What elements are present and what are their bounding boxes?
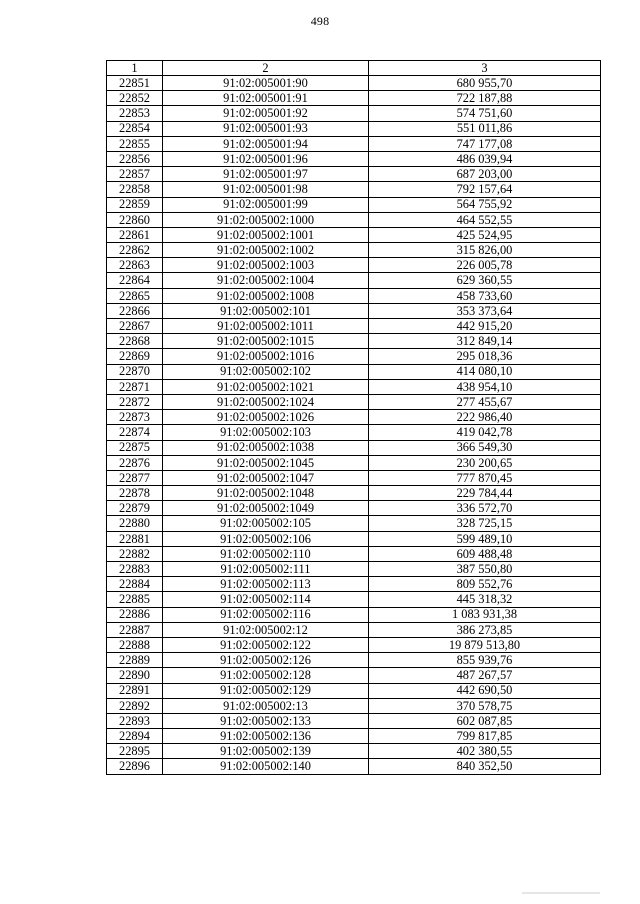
row-number-cell: 22894 bbox=[107, 729, 163, 744]
cadastral-value-cell: 799 817,85 bbox=[369, 729, 601, 744]
row-number-cell: 22874 bbox=[107, 425, 163, 440]
cadastral-value-cell: 1 083 931,38 bbox=[369, 607, 601, 622]
cadastral-number-cell: 91:02:005002:139 bbox=[163, 744, 369, 759]
cadastral-value-cell: 747 177,08 bbox=[369, 136, 601, 151]
cadastral-number-cell: 91:02:005002:129 bbox=[163, 683, 369, 698]
table-row bbox=[107, 713, 601, 728]
cadastral-number-cell: 91:02:005002:12 bbox=[163, 622, 369, 637]
cadastral-value-cell: 419 042,78 bbox=[369, 425, 601, 440]
cadastral-number-cell: 91:02:005002:106 bbox=[163, 531, 369, 546]
row-number-cell: 22879 bbox=[107, 501, 163, 516]
row-number-cell: 22880 bbox=[107, 516, 163, 531]
cadastral-value-cell: 387 550,80 bbox=[369, 562, 601, 577]
row-number-cell: 22875 bbox=[107, 440, 163, 455]
table-row bbox=[107, 106, 601, 121]
cadastral-number-cell: 91:02:005002:136 bbox=[163, 729, 369, 744]
row-number-cell: 22851 bbox=[107, 76, 163, 91]
row-number-cell: 22889 bbox=[107, 653, 163, 668]
table-row bbox=[107, 227, 601, 242]
cadastral-number-cell: 91:02:005002:1011 bbox=[163, 319, 369, 334]
table-row bbox=[107, 410, 601, 425]
cadastral-value-cell: 226 005,78 bbox=[369, 258, 601, 273]
cadastral-number-cell: 91:02:005002:1024 bbox=[163, 394, 369, 409]
cadastral-value-cell: 602 087,85 bbox=[369, 713, 601, 728]
row-number-cell: 22863 bbox=[107, 258, 163, 273]
table-row bbox=[107, 273, 601, 288]
row-number-cell: 22888 bbox=[107, 637, 163, 652]
cadastral-number-cell: 91:02:005002:1016 bbox=[163, 349, 369, 364]
row-number-cell: 22887 bbox=[107, 622, 163, 637]
table-row bbox=[107, 319, 601, 334]
cadastral-value-cell: 229 784,44 bbox=[369, 486, 601, 501]
cadastral-number-cell: 91:02:005002:1049 bbox=[163, 501, 369, 516]
row-number-cell: 22882 bbox=[107, 546, 163, 561]
table-row bbox=[107, 577, 601, 592]
cadastral-value-cell: 414 080,10 bbox=[369, 364, 601, 379]
column-header-3: 3 bbox=[369, 61, 601, 76]
row-number-cell: 22890 bbox=[107, 668, 163, 683]
cadastral-value-cell: 438 954,10 bbox=[369, 379, 601, 394]
cadastral-value-cell: 680 955,70 bbox=[369, 76, 601, 91]
cadastral-number-cell: 91:02:005002:113 bbox=[163, 577, 369, 592]
table-row bbox=[107, 668, 601, 683]
row-number-cell: 22856 bbox=[107, 151, 163, 166]
table-row bbox=[107, 637, 601, 652]
table-row bbox=[107, 455, 601, 470]
row-number-cell: 22885 bbox=[107, 592, 163, 607]
table-row bbox=[107, 440, 601, 455]
cadastral-value-cell: 458 733,60 bbox=[369, 288, 601, 303]
table-row bbox=[107, 516, 601, 531]
cadastral-number-cell: 91:02:005002:101 bbox=[163, 303, 369, 318]
cadastral-number-cell: 91:02:005002:1047 bbox=[163, 470, 369, 485]
table-body bbox=[107, 76, 601, 775]
cadastral-value-cell: 487 267,57 bbox=[369, 668, 601, 683]
cadastral-number-cell: 91:02:005001:96 bbox=[163, 151, 369, 166]
table-row bbox=[107, 76, 601, 91]
cadastral-number-cell: 91:02:005001:99 bbox=[163, 197, 369, 212]
table-row bbox=[107, 136, 601, 151]
cadastral-value-cell: 599 489,10 bbox=[369, 531, 601, 546]
cadastral-value-cell: 222 986,40 bbox=[369, 410, 601, 425]
cadastral-value-cell: 328 725,15 bbox=[369, 516, 601, 531]
row-number-cell: 22865 bbox=[107, 288, 163, 303]
cadastral-number-cell: 91:02:005002:1021 bbox=[163, 379, 369, 394]
cadastral-number-cell: 91:02:005002:102 bbox=[163, 364, 369, 379]
table-row bbox=[107, 592, 601, 607]
row-number-cell: 22883 bbox=[107, 562, 163, 577]
table-row bbox=[107, 622, 601, 637]
cadastral-value-cell: 809 552,76 bbox=[369, 577, 601, 592]
row-number-cell: 22870 bbox=[107, 364, 163, 379]
cadastral-number-cell: 91:02:005001:91 bbox=[163, 91, 369, 106]
cadastral-number-cell: 91:02:005001:94 bbox=[163, 136, 369, 151]
cadastral-value-cell: 722 187,88 bbox=[369, 91, 601, 106]
cadastral-value-cell: 855 939,76 bbox=[369, 653, 601, 668]
row-number-cell: 22852 bbox=[107, 91, 163, 106]
cadastral-number-cell: 91:02:005001:90 bbox=[163, 76, 369, 91]
table-row bbox=[107, 349, 601, 364]
table-row bbox=[107, 607, 601, 622]
cadastral-number-cell: 91:02:005002:1048 bbox=[163, 486, 369, 501]
cadastral-number-cell: 91:02:005002:116 bbox=[163, 607, 369, 622]
cadastral-value-cell: 486 039,94 bbox=[369, 151, 601, 166]
cadastral-value-cell: 386 273,85 bbox=[369, 622, 601, 637]
row-number-cell: 22873 bbox=[107, 410, 163, 425]
table-row bbox=[107, 303, 601, 318]
cadastral-value-cell: 442 690,50 bbox=[369, 683, 601, 698]
row-number-cell: 22853 bbox=[107, 106, 163, 121]
row-number-cell: 22854 bbox=[107, 121, 163, 136]
cadastral-value-cell: 629 360,55 bbox=[369, 273, 601, 288]
cadastral-value-cell: 564 755,92 bbox=[369, 197, 601, 212]
cadastral-number-cell: 91:02:005002:1008 bbox=[163, 288, 369, 303]
row-number-cell: 22864 bbox=[107, 273, 163, 288]
cadastral-value-cell: 442 915,20 bbox=[369, 319, 601, 334]
row-number-cell: 22881 bbox=[107, 531, 163, 546]
cadastral-number-cell: 91:02:005002:111 bbox=[163, 562, 369, 577]
cadastral-value-table bbox=[106, 60, 601, 775]
table-header bbox=[107, 61, 601, 76]
column-header-2: 2 bbox=[163, 61, 369, 76]
row-number-cell: 22869 bbox=[107, 349, 163, 364]
row-number-cell: 22895 bbox=[107, 744, 163, 759]
table-row bbox=[107, 698, 601, 713]
table-row bbox=[107, 394, 601, 409]
table-row bbox=[107, 243, 601, 258]
cadastral-number-cell: 91:02:005002:114 bbox=[163, 592, 369, 607]
cadastral-number-cell: 91:02:005002:1002 bbox=[163, 243, 369, 258]
table-row bbox=[107, 759, 601, 774]
cadastral-value-cell: 551 011,86 bbox=[369, 121, 601, 136]
table-row bbox=[107, 197, 601, 212]
cadastral-number-cell: 91:02:005002:140 bbox=[163, 759, 369, 774]
row-number-cell: 22884 bbox=[107, 577, 163, 592]
table-row bbox=[107, 546, 601, 561]
cadastral-value-cell: 425 524,95 bbox=[369, 227, 601, 242]
cadastral-value-cell: 792 157,64 bbox=[369, 182, 601, 197]
cadastral-value-cell: 464 552,55 bbox=[369, 212, 601, 227]
cadastral-value-cell: 445 318,32 bbox=[369, 592, 601, 607]
cadastral-value-cell: 336 572,70 bbox=[369, 501, 601, 516]
table-row bbox=[107, 744, 601, 759]
row-number-cell: 22855 bbox=[107, 136, 163, 151]
cadastral-number-cell: 91:02:005002:103 bbox=[163, 425, 369, 440]
cadastral-number-cell: 91:02:005001:92 bbox=[163, 106, 369, 121]
row-number-cell: 22857 bbox=[107, 167, 163, 182]
table-row bbox=[107, 425, 601, 440]
cadastral-number-cell: 91:02:005002:1004 bbox=[163, 273, 369, 288]
cadastral-number-cell: 91:02:005002:128 bbox=[163, 668, 369, 683]
cadastral-value-cell: 315 826,00 bbox=[369, 243, 601, 258]
table-row bbox=[107, 121, 601, 136]
cadastral-value-cell: 370 578,75 bbox=[369, 698, 601, 713]
cadastral-value-cell: 277 455,67 bbox=[369, 394, 601, 409]
table-row bbox=[107, 379, 601, 394]
cadastral-number-cell: 91:02:005002:13 bbox=[163, 698, 369, 713]
row-number-cell: 22872 bbox=[107, 394, 163, 409]
row-number-cell: 22891 bbox=[107, 683, 163, 698]
table-row bbox=[107, 182, 601, 197]
table-row bbox=[107, 167, 601, 182]
table-row bbox=[107, 653, 601, 668]
cadastral-value-cell: 353 373,64 bbox=[369, 303, 601, 318]
cadastral-value-cell: 312 849,14 bbox=[369, 334, 601, 349]
column-header-1: 1 bbox=[107, 61, 163, 76]
row-number-cell: 22860 bbox=[107, 212, 163, 227]
table-row bbox=[107, 151, 601, 166]
cadastral-number-cell: 91:02:005001:98 bbox=[163, 182, 369, 197]
cadastral-value-cell: 609 488,48 bbox=[369, 546, 601, 561]
cadastral-number-cell: 91:02:005002:1000 bbox=[163, 212, 369, 227]
row-number-cell: 22871 bbox=[107, 379, 163, 394]
row-number-cell: 22893 bbox=[107, 713, 163, 728]
scan-artifact bbox=[522, 892, 600, 894]
cadastral-value-cell: 840 352,50 bbox=[369, 759, 601, 774]
cadastral-number-cell: 91:02:005002:105 bbox=[163, 516, 369, 531]
row-number-cell: 22892 bbox=[107, 698, 163, 713]
page-number: 498 bbox=[310, 14, 330, 28]
cadastral-value-cell: 366 549,30 bbox=[369, 440, 601, 455]
cadastral-value-cell: 574 751,60 bbox=[369, 106, 601, 121]
cadastral-value-cell: 295 018,36 bbox=[369, 349, 601, 364]
table-row bbox=[107, 683, 601, 698]
table-row bbox=[107, 531, 601, 546]
table-row bbox=[107, 91, 601, 106]
table-row bbox=[107, 288, 601, 303]
cadastral-number-cell: 91:02:005002:126 bbox=[163, 653, 369, 668]
table-row bbox=[107, 729, 601, 744]
cadastral-value-cell: 230 200,65 bbox=[369, 455, 601, 470]
cadastral-value-cell: 687 203,00 bbox=[369, 167, 601, 182]
cadastral-number-cell: 91:02:005002:133 bbox=[163, 713, 369, 728]
cadastral-number-cell: 91:02:005002:122 bbox=[163, 637, 369, 652]
row-number-cell: 22877 bbox=[107, 470, 163, 485]
table-row bbox=[107, 486, 601, 501]
row-number-cell: 22862 bbox=[107, 243, 163, 258]
table-row bbox=[107, 212, 601, 227]
cadastral-number-cell: 91:02:005001:97 bbox=[163, 167, 369, 182]
cadastral-number-cell: 91:02:005002:1003 bbox=[163, 258, 369, 273]
cadastral-value-cell: 402 380,55 bbox=[369, 744, 601, 759]
row-number-cell: 22866 bbox=[107, 303, 163, 318]
table-row bbox=[107, 334, 601, 349]
cadastral-number-cell: 91:02:005001:93 bbox=[163, 121, 369, 136]
table-row bbox=[107, 258, 601, 273]
row-number-cell: 22858 bbox=[107, 182, 163, 197]
table-row bbox=[107, 470, 601, 485]
cadastral-number-cell: 91:02:005002:1015 bbox=[163, 334, 369, 349]
row-number-cell: 22867 bbox=[107, 319, 163, 334]
row-number-cell: 22876 bbox=[107, 455, 163, 470]
cadastral-value-cell: 19 879 513,80 bbox=[369, 637, 601, 652]
row-number-cell: 22861 bbox=[107, 227, 163, 242]
table-row bbox=[107, 501, 601, 516]
row-number-cell: 22868 bbox=[107, 334, 163, 349]
cadastral-value-cell: 777 870,45 bbox=[369, 470, 601, 485]
table-row bbox=[107, 562, 601, 577]
row-number-cell: 22896 bbox=[107, 759, 163, 774]
cadastral-number-cell: 91:02:005002:1045 bbox=[163, 455, 369, 470]
row-number-cell: 22878 bbox=[107, 486, 163, 501]
row-number-cell: 22886 bbox=[107, 607, 163, 622]
row-number-cell: 22859 bbox=[107, 197, 163, 212]
cadastral-number-cell: 91:02:005002:1001 bbox=[163, 227, 369, 242]
table-row bbox=[107, 364, 601, 379]
cadastral-number-cell: 91:02:005002:1026 bbox=[163, 410, 369, 425]
header-row bbox=[107, 61, 601, 76]
cadastral-number-cell: 91:02:005002:110 bbox=[163, 546, 369, 561]
cadastral-number-cell: 91:02:005002:1038 bbox=[163, 440, 369, 455]
